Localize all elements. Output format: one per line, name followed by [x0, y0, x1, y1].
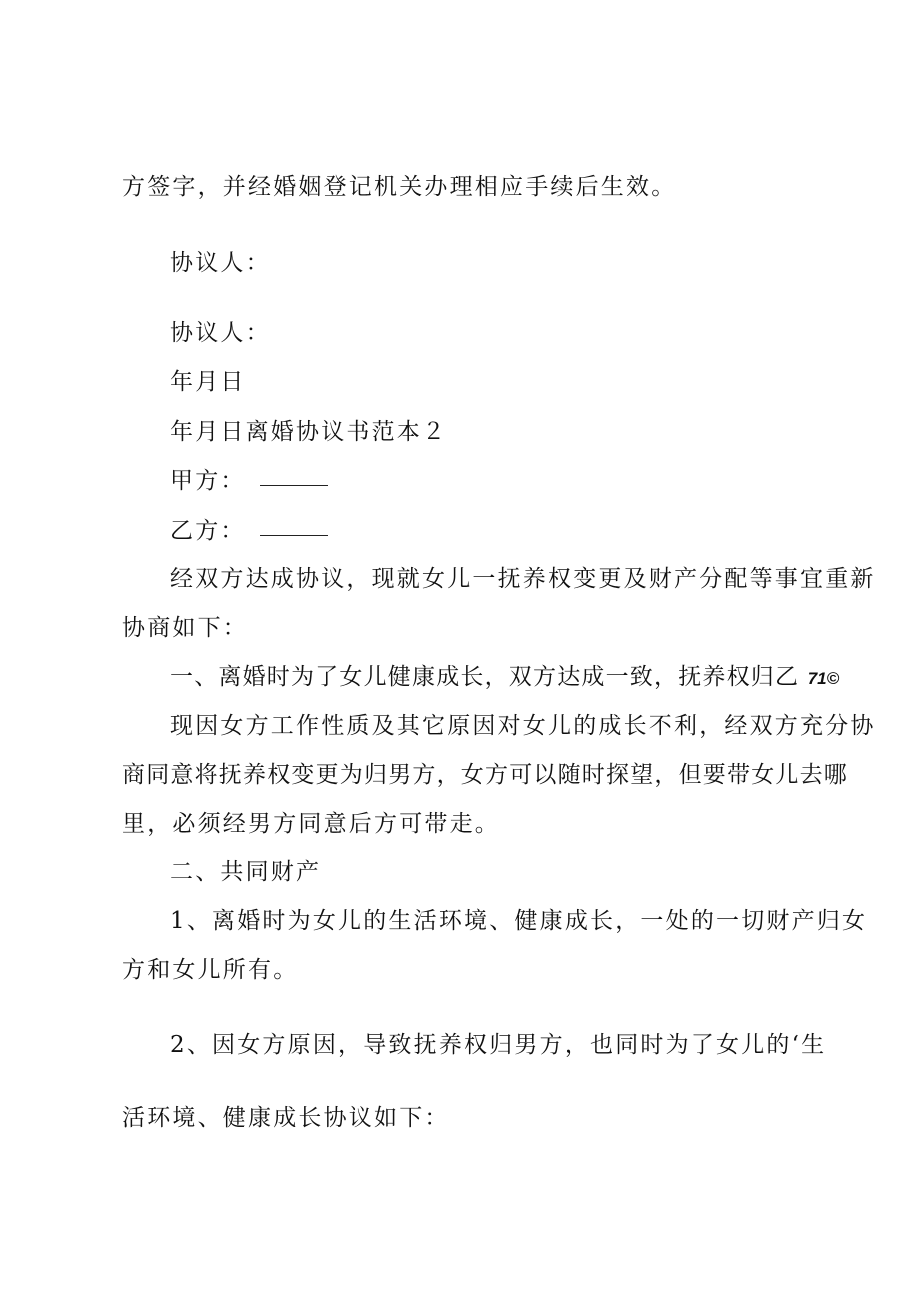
text: 商同意将抚养权变更为归男方，女方可以随时探望，但要带女儿去哪 [122, 762, 848, 788]
text: 1、离婚时为女儿的生活环境、健康成长，一处的一切财产归女 [170, 908, 868, 934]
scan-artifact-mark: 71© [807, 669, 840, 688]
party-b-line [170, 516, 328, 546]
paragraph-line [170, 906, 867, 936]
date-line [170, 367, 246, 397]
text: 一、离婚时为了女儿健康成长，双方达成一致，抚养权归乙 [170, 664, 800, 690]
text: 协议人： [170, 320, 271, 346]
signatory-line [170, 318, 271, 348]
paragraph-line [170, 1030, 826, 1060]
text: 乙方： [170, 518, 246, 544]
text: 协商如下： [122, 615, 248, 641]
text: 现因女方工作性质及其它原因对女儿的成长不利，经双方充分协 [170, 713, 876, 739]
paragraph-line [122, 809, 500, 839]
fill-in-blank [260, 484, 328, 486]
text: 协议人： [170, 250, 271, 276]
party-a-line [170, 466, 328, 496]
text: 方签字，并经婚姻登记机关办理相应手续后生效。 [122, 174, 677, 200]
paragraph-line [122, 1103, 450, 1133]
text: 经双方达成协议，现就女儿一抚养权变更及财产分配等事宜重新 [170, 566, 876, 592]
text: 活环境、健康成长协议如下： [122, 1105, 450, 1131]
paragraph-line [122, 955, 298, 985]
title-line [170, 417, 447, 447]
paragraph-line [122, 760, 848, 790]
paragraph-line [170, 662, 839, 694]
text: 年月日 [170, 369, 246, 395]
text: 甲方： [170, 468, 246, 494]
paragraph-line [170, 564, 876, 594]
fill-in-blank [260, 534, 328, 536]
paragraph-line [122, 613, 248, 643]
signatory-line [170, 248, 271, 278]
text: 里，必须经男方同意后方可带走。 [122, 811, 500, 837]
paragraph-line [122, 172, 676, 202]
text: 方和女儿所有。 [122, 957, 299, 983]
text: 二、共同财产 [170, 859, 322, 885]
paragraph-line [170, 711, 876, 741]
section-heading [170, 857, 321, 887]
text: 2、因女方原因，导致抚养权归男方，也同时为了女儿的‘生 [170, 1032, 827, 1058]
text: 年月日离婚协议书范本２ [170, 419, 448, 445]
